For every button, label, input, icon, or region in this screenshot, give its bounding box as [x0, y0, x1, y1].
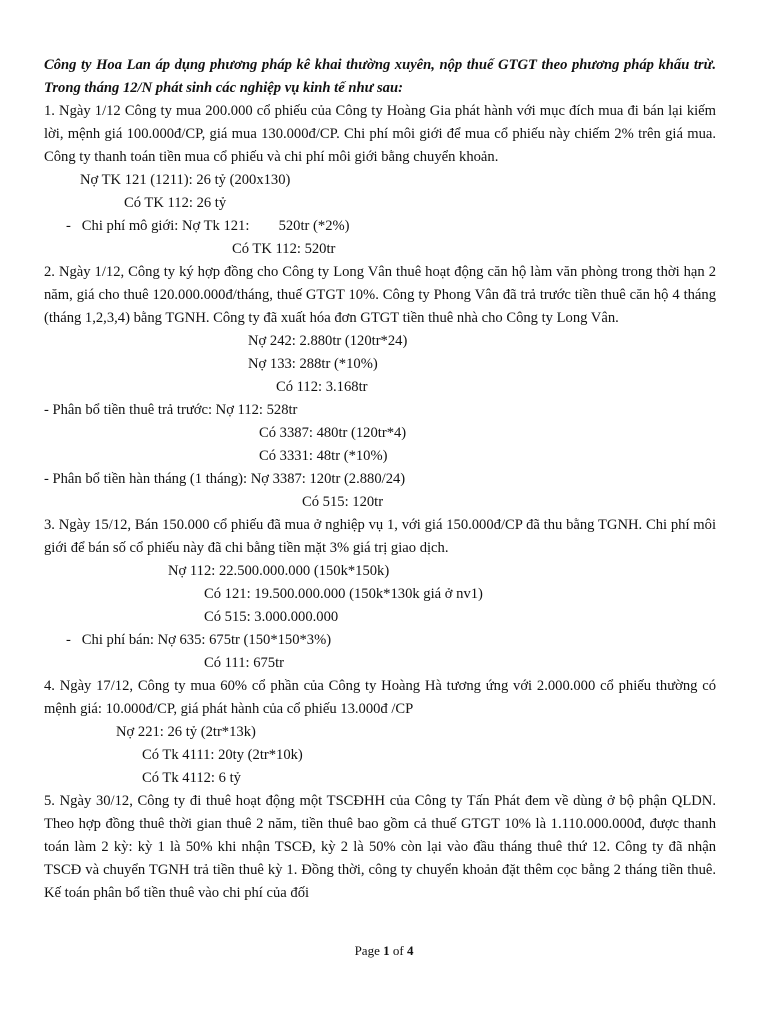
of-label: of	[392, 943, 404, 958]
page-total: 4	[406, 943, 414, 958]
page-label: Page	[354, 943, 380, 958]
item-1-text: 1. Ngày 1/12 Công ty mua 200.000 cổ phiếu của Công ty Hoàng Gia phát hành với mục đích mua đi bán lại kiếm lời, mệnh giá 100.000đ/CP, giá mua 130.000đ/CP. Chi phí môi giới để mua cổ phiếu này chiếm 2% trên giá mua. Công ty thanh toán tiền mua cổ phiếu và chi phí môi giới bằng chuyển khoản.	[44, 103, 716, 165]
document-body	[44, 54, 716, 905]
journal-entry: Có 3331: 48tr (*10%)	[259, 448, 388, 464]
item-2-text: 2. Ngày 1/12, Công ty ký hợp đồng cho Công ty Long Vân thuê hoạt động căn hộ làm văn phòng trong thời hạn 2 năm, giá cho thuê 120.000.000đ/tháng, thuế GTGT 10%. Công ty Phong Vân đã trả trước tiền thuê căn hộ 4 tháng (tháng 1,2,3,4) bằng TGNH. Công ty đã xuất hóa đơn GTGT tiền thuê nhà cho Công ty Long Vân.	[44, 264, 716, 326]
page-number: 1	[383, 943, 390, 958]
journal-entry: - Phân bổ tiền hàn tháng (1 tháng): Nợ 3387: 120tr (2.880/24)	[44, 471, 406, 487]
journal-entry: Có 515: 120tr	[302, 494, 384, 510]
intro-paragraph: Công ty Hoa Lan áp dụng phương pháp kê khai thường xuyên, nộp thuế GTGT theo phương pháp khấu trừ. Trong tháng 12/N phát sinh các nghiệp vụ kinh tế như sau:	[44, 57, 716, 96]
journal-entry: - Chi phí bán: Nợ 635: 675tr (150*150*3%)	[66, 632, 332, 648]
journal-entry: Có 111: 675tr	[204, 655, 284, 671]
journal-entry: Có TK 112: 520tr	[232, 241, 336, 257]
journal-entry: Có 112: 3.168tr	[276, 379, 368, 395]
journal-entry: Có 515: 3.000.000.000	[204, 609, 339, 625]
journal-entry: Nợ 112: 22.500.000.000 (150k*150k)	[168, 563, 390, 579]
journal-entry: - Chi phí mô giới: Nợ Tk 121: 520tr (*2%)	[66, 218, 350, 234]
journal-entry: Có Tk 4111: 20ty (2tr*10k)	[142, 747, 303, 763]
journal-entry: Có TK 112: 26 tỷ	[124, 195, 227, 211]
item-3-text: 3. Ngày 15/12, Bán 150.000 cổ phiếu đã mua ở nghiệp vụ 1, với giá 150.000đ/CP đã thu bằng TGNH. Chi phí môi giới để bán số cổ phiếu này đã chi bằng tiền mặt 3% giá trị giao dịch.	[44, 517, 716, 556]
journal-entry: - Phân bổ tiền thuê trả trước: Nợ 112: 528tr	[44, 402, 298, 418]
journal-entry: Có 3387: 480tr (120tr*4)	[259, 425, 407, 441]
journal-entry: Nợ 133: 288tr (*10%)	[248, 356, 378, 372]
page-footer	[0, 943, 768, 959]
journal-entry: Nợ TK 121 (1211): 26 tỷ (200x130)	[80, 172, 291, 188]
journal-entry: Có Tk 4112: 6 tỷ	[142, 770, 241, 786]
item-4-text: 4. Ngày 17/12, Công ty mua 60% cổ phần của Công ty Hoàng Hà tương ứng với 2.000.000 cổ phiếu thường có mệnh giá: 10.000đ/CP, giá phát hành của cổ phiếu 13.000đ /CP	[44, 678, 716, 717]
item-5-text: 5. Ngày 30/12, Công ty đi thuê hoạt động một TSCĐHH của Công ty Tấn Phát đem về dùng ở bộ phận QLDN. Theo hợp đồng thuê thời gian thuê 2 năm, tiền thuê bao gồm cả thuế GTGT 10% là 1.110.000.000đ, được thanh toán làm 2 kỳ: kỳ 1 là 50% khi nhận TSCĐ, kỳ 2 là 50% còn lại vào đầu tháng thuê thứ 12. Công ty đã nhận TSCĐ và chuyển TGNH trả tiền thuê kỳ 1. Đồng thời, công ty chuyển khoản đặt thêm cọc bằng 2 tháng tiền thuê. Kế toán phân bổ tiền thuê vào chi phí của đối	[44, 793, 716, 901]
journal-entry: Nợ 242: 2.880tr (120tr*24)	[248, 333, 408, 349]
journal-entry: Có 121: 19.500.000.000 (150k*130k giá ở nv1)	[204, 586, 483, 602]
journal-entry: Nợ 221: 26 tỷ (2tr*13k)	[116, 724, 256, 740]
